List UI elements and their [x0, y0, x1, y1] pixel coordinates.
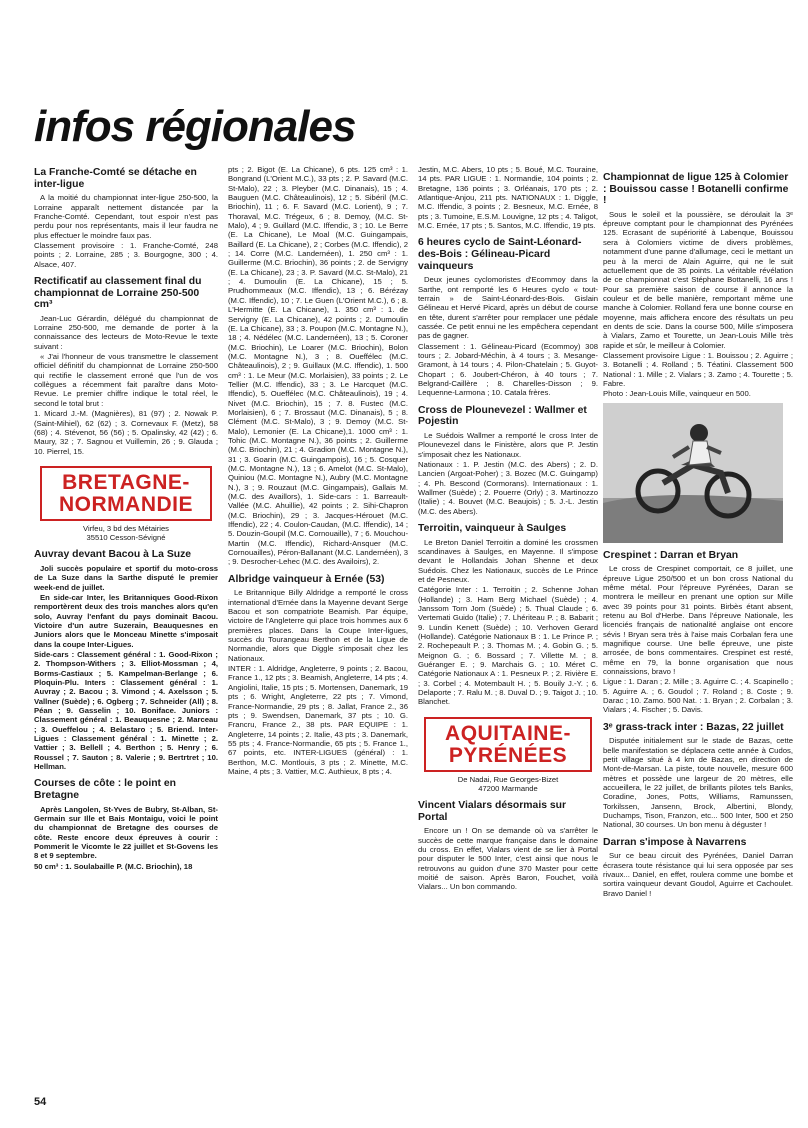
article-ernee-results: [418, 165, 598, 230]
article-results: Side-cars : Classement général : 1. Good-Rixon ; 2. Thompson-Withers ; 3. Elliot-Mossman ; 4, Borms-Castiaux ; 5. Kampelman-Berlange ; 6. Ploquin-Plu. Inters : Classement général : 1. Auvray ; 2. Bacou ; 3. Vimond ; 4. Axelsson ; 5. Vallner (Suède) ; 6. Ogberg ; 7. Schneider (All) ; 8. Péan ; 9. Gasselin ; 10. Boniface. Juniors : Classement général : 1. Beauquesne ; 2. Marceau ; 3. Oueffelou ; 4. Belastaro ; 5. Briend. Inter-Ligues : Classement général : 1. Minette ; 2. Vattier ; 3. Bellell ; 4. Berthon ; 5. Henry ; 6. Roussel ; 7. Sauton ; 8. Valerie ; 9. Bertrtret ; 10. Hellman.: [34, 649, 218, 772]
article-results: Classement provisoire : 1. Franche-Comté, 248 points ; 2. Lorraine, 285 ; 3. Bourgogne, 300 ; 4. Alsace, 407.: [34, 240, 218, 269]
article-plounevezel: [418, 405, 598, 516]
article-title: Championnat de ligue 125 à Colomier : Bouissou casse ! Botanelli confirme !: [603, 172, 789, 207]
article-colomier: [603, 172, 793, 399]
article-crespinet: [603, 550, 793, 715]
article-body: A la moitié du championnat inter-ligue 250-500, la Lorraine apparaît nettement distancée par la Franche-Comté. Cependant, tout espoir n'est pas perdu pour nos représentants, mais il leur faudra ne plus effectuer le moindre faux pas.: [34, 193, 218, 240]
article-franche-comte: [34, 167, 218, 269]
column-4: [603, 165, 793, 899]
article-navarrens: [603, 837, 793, 898]
article-title: Cross de Plounevezel : Wallmer et Pojestin: [418, 404, 587, 428]
article-saulges: [418, 523, 598, 707]
article-results: Ligue : 1. Daran ; 2. Mille ; 3. Aguirre C. ; 4. Scapinello ; 5. Aguirre A. ; 6. Goudol ; 7. Roland ; 8. Coste ; 9. Darac ; 10. Zamo. 500 Nat. : 1. Bryan ; 2. Corbalan ; 3. Vialars ; 4. Fischer ; 5. Davis.: [603, 677, 793, 715]
article-body: Deux jeunes cyclomoristes d'Ecommoy dans la Sarthe, ont remporté les 6 Heures cyclo « tout-terrain » de Saint-Léonard-des-Bois. Gislain Gélineau et Hervé Picard, après un début de course en tête, durent s'arrêter pour remplacer une pédale cassée. Ce petit ennui ne les empêchera cependant pas de gagner.: [418, 275, 598, 341]
article-la-suze: [34, 549, 218, 771]
article-courses-de-cote: [34, 778, 218, 871]
article-body: Joli succès populaire et sportif du moto-cross de La Suze dans la Sarthe disputé le premier week-end de juillet.: [34, 563, 218, 592]
column-3: [418, 165, 598, 893]
article-body: Le Breton Daniel Terroitin a dominé les crossmen scandinaves à Saulges, en Mayenne. Il s'impose devant le Hollandais Johan Shenne et deux Suédois. Chez les Nationaux, succès de Le Prince et de Pesneux.: [418, 537, 598, 584]
article-body: Sous le soleil et la poussière, se déroulait la 3ᵉ épreuve comptant pour le championnat des Pyrénées 125. Ecrasant de supériorité à Labenque, Bouissou sera à Colomiers victime de divers problèmes, notamment d'une panne d'allumage, ceci le mettant un peu à la merci de Alain Aguirre, qui ne le suit actuellement que de 35 points. La véritable révélation de ce championnat c'est Stéphane Bottanelli, 16 ans ! Pour sa première saison de course il annonce la couleur et de belle manière, remportant même une manche à Colomier. Rolland fera une bonne course en moyenne, mais affichera encore des résultats un peu en dents de scie. Dans la course 500, Mille s'imposera à Vialars, Zamo et Tourette, un Jean-Louis Mille très rapide et sûr, le meilleur à Colomier.: [603, 209, 793, 350]
article-courses-de-cote-results: [228, 165, 408, 567]
page-number: 54: [34, 1096, 47, 1108]
article-title: Terroitin, vainqueur à Saulges: [418, 522, 567, 534]
article-title: Auvray devant Bacou à La Suze: [34, 549, 192, 561]
article-title: Courses de côte : le point en Bretagne: [34, 778, 177, 802]
article-ernee: [228, 574, 408, 776]
article-body: « J'ai l'honneur de vous transmettre le classement officiel définitif du championnat de Lorraine 250-500 qui rectifie le classement erroné que l'un de vos collègues a récemment fait paraître dans Moto-Revue. Le premier chiffre indique le total réel, le second le total brut :: [34, 352, 218, 408]
article-body: Le Suédois Wallmer a remporté le cross Inter de Plounevezel dans le Finistère, alors que P. Jestin s'imposait chez les Nationaux.: [418, 430, 598, 459]
article-body: Disputée initialement sur le stade de Bazas, cette belle manifestation se déplacera cette année à Cudos, petit village situé à 4 km de Bazas, en direction de Mont-de-Marsan. La piste, toute nouvelle, mesure 600 mètres et possède une largeur de 20 mètres, elle accueillera, le 22 juillet, de brillants pilotes tels Banks, Coradine, Jones, Potts, Williams, Ramunssen, Torkilssen, Jansenn, Brock, Albertini, Blondy, Duchamps, Tison, Franzon, etc... 500 Inter, 500 et 250 National, 30 courses. Un bon menu à déguster !: [603, 736, 793, 830]
article-results: INTER : 1. Aldridge, Angleterre, 9 points ; 2. Bacou, France 1., 12 pts ; 3. Beamish, Angleterre, 14 pts ; 4. Angiolini, Italie, 15 pts ; 5. Mortensen, Danemark, 19 pts ; 6. Wright, Angleterre, 22 pts ; 7. Vimond, France-Normandie, 29 pts ; 8. Jallat, France 2., 36 pts ; 9. Swendsen, Danemark, 37 pts ; 10. G. Francru, France 2., 38 pts. PAR EQUIPE : 1. Angleterre, 14 points ; 2. Italie, 43 pts ; 3. Danemark, 55 pts ; 4. France-Normandie, 65 pts ; 5. France 1., 67 points, etc. INTER-LIGUES (général) : 1. Berthon, M.C. Montlouis, 3 pts ; 2. Minette, M.C. Maine, 4 pts ; 3. Vattier, M.C. Authieux, 8 pts ; 4.: [228, 664, 408, 776]
article-title: Vincent Vialars désormais sur Portal: [418, 800, 567, 823]
motocross-photo-image: [603, 403, 783, 543]
article-vialars: [418, 800, 598, 892]
photo-credit: Photo : Jean-Louis Mille, vainqueur en 500.: [603, 389, 751, 399]
region-banner-aquitaine: AQUITAINE-PYRÉNÉES: [424, 717, 592, 772]
article-results: pts ; 2. Bigot (E. La Chicane), 6 pts. 125 cm³ : 1. Bongrand (L'Orient M.C.), 33 pts ; 2. P. Savard (M.C. St-Malo), 22 ; 3. Pleyber (M.C. Dinanais), 15 ; 4. Bauguen (M.C. Châteaulinois), 12 ; 5. Sibéril (M.C. Briochin), 11 ; 6. F. Savard (M.C. Lorient), 9 ; 7. Thoraval, M.C. Trégeux, 6 ; 8. Demoy, (M.C. St-Malo), 4 ; 9. Guillard (M.C. Iffendic, 3 ; 10. Le Berre (E. La Chicane), Le Moal (M.C. Guingampais, Baillard (E. La Chicane), 2 ; Corbes (M.C. Iffendic), 2 ; 14. Corre (M.C. Landernéen), 1. 250 cm³ : 1. Guillerme (M.C. Briochin), 36 points ; 2. de Servigny (E. La Chicane), 23 ; 3. P. Savard (M.C. St-Malo), 21 ; 4. Dumoulin (E. La Chicane), 15 ; 5. Prudhommeaux (M.C. Iffendic), 13 ; 6. Bérézay (M.C. Iffendic), 10 ; 7. Le Guen (L'Orient M.C.), 6 ; 8. L'Hermitte (E. La Chicane), 1. 350 cm³ : 1. de Servigny (E. La Chicane), 42 points ; 2. Dumoulin (E. La Chicane), 33 ; 3. Poupon (M.C. Montagne N.), 18 ; 4. Nédélec (M.C. Landernéen), 13 ; 5. Coroner (M.C. Briochin), Le Loarer (M.C. Briochin), Bolon (M.C. Montagne N.), 3 ; 8. Oueffélec (M.C. Châteaulinois), 2 ; 9. Guillaux (M.C. Iffendic), 1. 500 cm³ : 1. Le Meur (M.C. Morlaisien), 33 points ; 2. Le Tellier (M.C. Iffendic), 33 ; 3. Le Harcquet (M.C. Iffendic), 5. Oueffélec (M.C. Châteaulinois), 19 ; 4. Nivet (M.C. Briochin), 15 ; 7. 8. Fustec (M.C. Morlaisien), 6 ; 7. Brossaut (M.C. Dinanais), 5 ; 8. Clément (M.C. St-Malo), 3 ; 9. Demoy (M.C. St-Malo), Lemonier (E. La Chicane),1. 1000 cm³ : 1. Tohic (M.C. Montagne N.), 36 points ; 2. Guillerme (M.C. Briochin), 21 ; 4. Gradion (M.C. Montagne N.), 31 ; 3. Goarin (M.C. Guingampois), 16 ; 5. Cosquer (M.C. Montagne N.), 13 ; 6. Amelot (M.C. St-Malo), Quiniou (M.C. Montagne N.), Aubry (M.C. Montagne N.), 3 ; 9. Rouzaut (M.C. Gingampais), Gallais M. (M.C. des Availlors), 1. Side-cars : 1. Barreault-Vallée (M.C. Ahuillie), 42 points ; 2. Sihi-Chapron (M.C. Briochin), 29 ; 3. Jacques-Hérouet (M.C. Iffendic), 22 ; 4. Coulon-Caudan, (M.C. Iffendic), 14 ; 5. Douzin-Goupil (M.C. Cornouaille), 7 ; 6. Mouchou-Martin (M.C. Iffendic), Richard-Ansquer (M.C. Cornouailles), Péron-Ballanant (M.C. Landernéen), 3 ; 9. Desrocher-Lehec (M.C. des Availoirs), 2.: [228, 165, 408, 567]
column-1: [34, 160, 218, 872]
region-address-line: 35510 Cesson-Sévigné: [86, 533, 166, 543]
column-2: [228, 165, 408, 777]
article-results: Catégorie Inter : 1. Terroitin ; 2. Schenne Johan (Hollande) ; 3. Ham Berg Michael (Suède) ; 4. Janssom Torn Jom (Suède) ; 5. Thual Claude ; 6. Vertemati Guido (Italie) ; 7. Lhériteau P. ; 8. Babarit ; 9. Lundin Kenett (Suède) ; 10. Verhoven Gerard (Hollande). Catégorie Nationaux B : 1. Le Prince P. ; 2. Rochepeault P. ; 3. Thomas M. ; 4. Gobin G. ; 5. Meignon G. ; 6. Bossard ; 7. Villette M. ; 8. Guéranger E. ; 9. Marchais G. ; 10. Méret C. Catégorie Nationaux A : 1. Pesneux P. ; 2. Rivière E. ; 3. Corbel ; 4. Motembault H. ; 5. Bouily J.-Y. ; 6. Delaporte ; 7. Ralu M. ; 8. Duval D. ; 9. Taigot J. ; 10. Blanchet.: [418, 585, 598, 707]
region-address-line: De Nadai, Rue Georges-Bizet: [457, 774, 559, 784]
article-results: Jestin, M.C. Abers, 10 pts ; 5. Boué, M.C. Touraine, 14 pts. PAR LIGUE : 1. Normandie, 104 points ; 2. Bretagne, 136 points ; 3. Orléanais, 170 pts ; 2. Atlantique-Anjou, 211 pts. NATIONAUX : 1. Diggle, M.C. Iffendic, 3 points ; 2. Besneux, M.C. Ernée, 8 pts ; 3. Tumoine, E.S.M. Louvigne, 12 pts ; 4. Taligot, M.C. Ernée, 17 pts ; 5. Santos, M.C. Iffendic, 19 pts.: [418, 165, 598, 231]
article-title: 3ᵉ grass-track inter : Bazas, 22 juillet: [603, 721, 784, 733]
article-title: La Franche-Comté se détache en inter-ligue: [34, 167, 197, 190]
motocross-photo: [603, 403, 783, 543]
article-body: Le Britannique Billy Aldridge a remporté le cross international d'Ernée dans la Mayenne devant Serge Bacou et son compatriote Beamish. Par équipe, victoire de l'Angleterre qui place trois hommes aux 6 premières places. Dans la Coupe Inter-ligues, succès du Tourangeau Berthon et de la Ligue de Normandie, alors que Diggle s'imposait chez les Nationaux.: [228, 588, 408, 663]
article-results: Classement : 1. Gélineau-Picard (Ecommoy) 308 tours ; 2. Jobard-Méchin, à 4 tours ; 3. Mesange-Gramont, à 14 tours ; 4. Pilon-Chatelain ; 5. Guyot-Chopart ; 6. Joubert-Chéron, à 40 tours ; 7. Belgrand-Caillère ; 8. Charelles-Disson ; 9. Lequenne-Larmona ; 10. Catala frères.: [418, 341, 598, 398]
article-title: Crespinet : Darran et Bryan: [603, 549, 739, 561]
article-title: Darran s'impose à Navarrens: [603, 836, 747, 848]
region-address-line: Virfeu, 3 bd des Métairies: [83, 523, 169, 533]
article-rectificatif: [34, 276, 218, 456]
article-results: Classement provisoire Ligue : 1. Bouissou ; 2. Aguirre ; 3. Botanelli ; 4. Rolland ; 5. Téatini. Classement 500 National : 1. Mille ; 2. Vialars ; 3. Zamo ; 4. Tourette ; 5. Fabre.: [603, 350, 793, 388]
article-grass-track: [603, 722, 793, 830]
article-six-heures-cyclo: [418, 237, 598, 397]
article-title: Albridge vainqueur à Ernée (53): [228, 573, 385, 585]
region-address-line: 47200 Marmande: [478, 783, 538, 793]
article-body: Jean-Luc Gérardin, délégué du championnat de Lorraine 250-500, me demande de porter à la connaissance des lecteurs de Moto-Revue le texte suivant :: [34, 313, 218, 351]
article-results: Nationaux : 1. P. Jestin (M.C. des Abers) ; 2. D. Lancien (Argoat-Poher) ; 3. Bozec (M.C. Guingamp) ; 4. Ph. Bescond (Cormorans). Internationaux : 1. Wallmer (Suède) ; 2. Pouerre (Orly) ; 3. Martinozzo (Italie) ; 4. Bouvet (M.C. Beaujois) ; 5. J.-L. Jestin (M.C. des Abers).: [418, 459, 598, 516]
article-title: Rectificatif au classement final du championnat de Lorraine 250-500 cm³: [34, 275, 202, 311]
article-body: Après Langolen, St-Yves de Bubry, St-Alban, St-Germain sur Ille et Bais Montaigu, voici le point du championnat de Bretagne des courses de côte. Reste encore deux épreuves à courir : Pommerit le Vicomte le 22 juillet et St-Govens les 8 et 9 septembre.: [34, 804, 218, 861]
article-body: En side-car Inter, les Britanniques Good-Rixon remportèrent deux des trois manches alors qu'en solo, Auvray l'enfant du pays dominait Bacou. Victoire d'un autre Suzerain, Beauquesnes en Juniors alors que le Monceau Minette s'imposait dans la coupe Inter-Ligues.: [34, 592, 218, 649]
article-body: Sur ce beau circuit des Pyrénées, Daniel Darran écrasera toute résistance qui lui sera opposée par ses rivaux... Daniel, en effet, roulera comme une bombe et sortira vainqueur devant Goudol, Aguirre et Cachoulet. Bravo Daniel !: [603, 851, 793, 898]
section-title: infos régionales: [34, 102, 356, 151]
article-results: 50 cm³ : 1. Soulabaille P. (M.C. Briochin), 18: [34, 861, 193, 871]
region-address: [418, 775, 598, 793]
region-address: [34, 524, 218, 542]
article-results: 1. Micard J.-M. (Magnières), 81 (97) ; 2. Nowak P. (Saint-Mihiel), 62 (62) ; 3. Cornevaux F. (Metz), 58 (68) ; 4. Stévenot, 56 (56) ; 5. Opalinsky, 42 (42) ; 6. Maury, 32 ; 7. Sagnou et Vuillemin, 26 ; 9. Glauda ; 10. Pierrel, 15.: [34, 409, 218, 456]
article-title: 6 heures cyclo de Saint-Léonard-des-Bois : Gélineau-Picard vainqueurs: [418, 237, 582, 272]
article-body: Le cross de Crespinet comportait, ce 8 juillet, une épreuve Ligue 250/500 et un bon cross National du même métal. Pour l'épreuve Pyrénées, Daran se montrera le meilleur en prenant une option sur Mille avec 39 points pour 31 points. Birbès étant absent, retenu au Bol d'Herbe. Dans l'épreuve Nationale, les licenciés français de nationalité anglaise ont encore sévis ! Bryan sera très à l'aise mais Corbalan fera une magnifique course. Une belle épreuve, une piste arrosée, de bons commentaires. Crespinet est resté, même en 79, la bonne organisation que nous connaissions, bravo !: [603, 564, 793, 677]
region-banner-bretagne: BRETAGNE-NORMANDIE: [40, 466, 212, 521]
article-body: Encore un ! On se demande où va s'arrêter le succès de cette marque française dans le domaine du cross. En effet, Vialars vient de se lier à Portal pour disputer le 500 Inter, c'est ainsi que nous le retrouvons au guidon d'une 370 Master pour cette moitié de saison. Après Baron, Fouchet, voilà Vialars... Un bon commando.: [418, 826, 598, 892]
